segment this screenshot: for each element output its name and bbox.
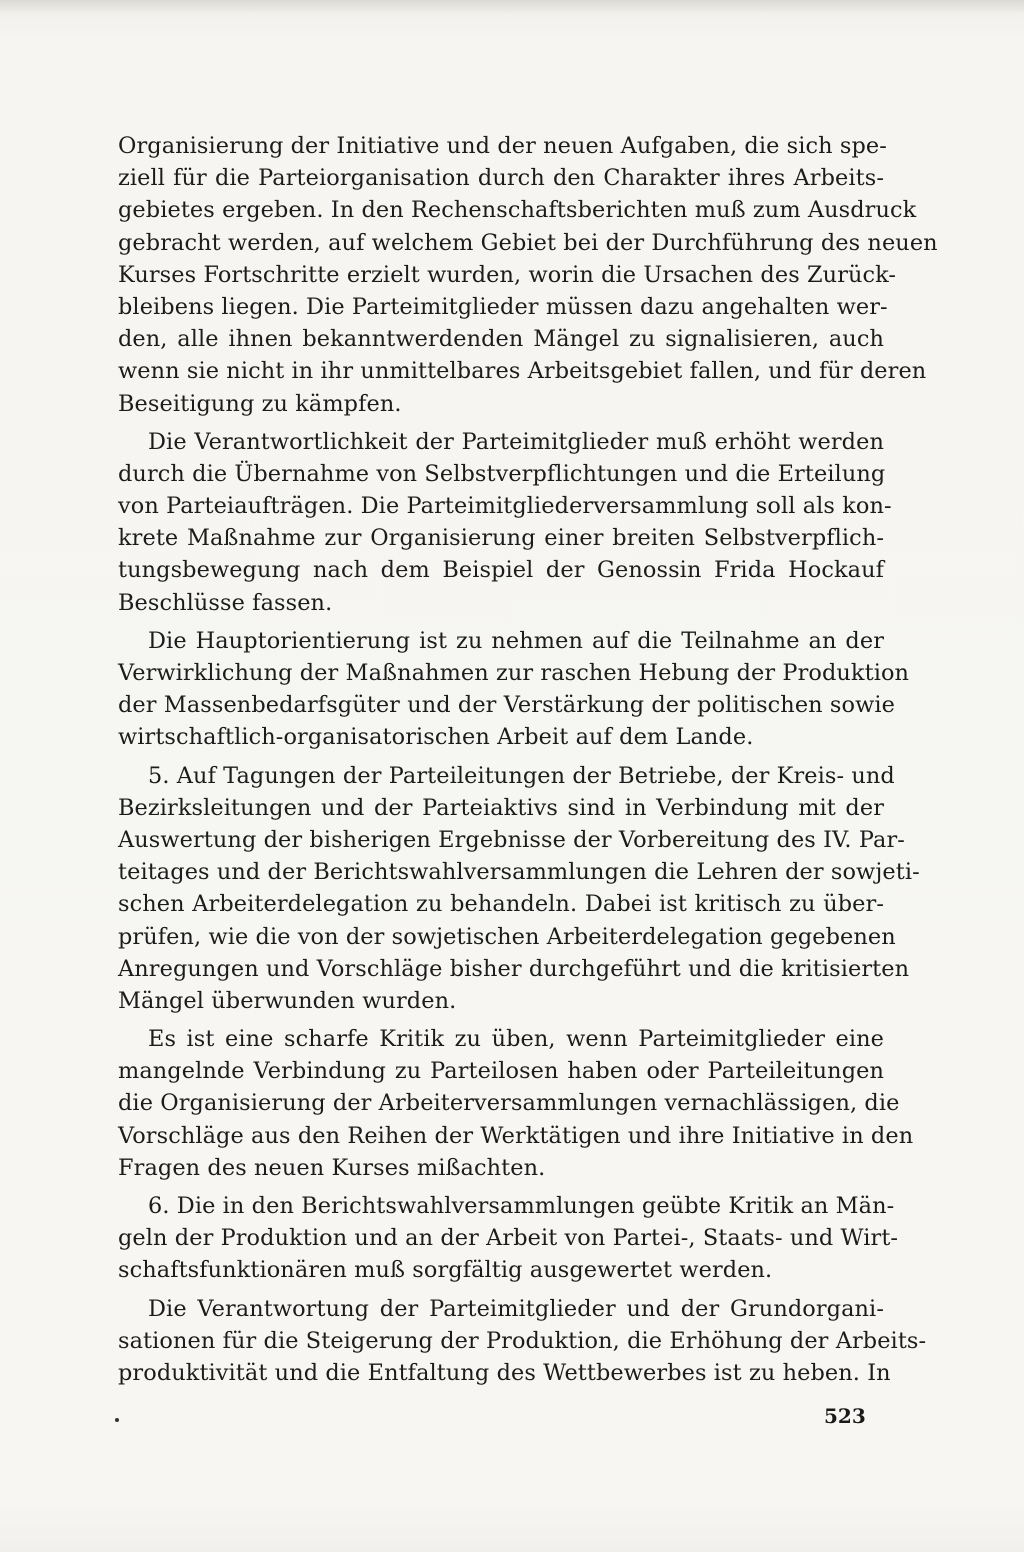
text-line: prüfen, wie die von der sowjetischen Arbeiterdelegation gegebenen bbox=[118, 923, 896, 950]
text-line: Es ist eine scharfe Kritik zu üben, wenn Parteimitglieder eine bbox=[148, 1026, 884, 1053]
text-line: Auswertung der bisherigen Ergebnisse der Vorbereitung des IV. Par- bbox=[118, 826, 905, 853]
text-line: gebracht werden, auf welchem Gebiet bei der Durchführung des neuen bbox=[118, 229, 938, 256]
body-text bbox=[118, 130, 938, 1389]
text-line: schaftsfunktionären muß sorgfältig ausgewertet werden. bbox=[118, 1257, 773, 1284]
text-line: wirtschaftlich-organisatorischen Arbeit auf dem Lande. bbox=[118, 724, 754, 751]
text-line: der Massenbedarfsgüter und der Verstärkung der politischen sowie bbox=[118, 692, 895, 719]
text-line: mangelnde Verbindung zu Parteilosen haben oder Parteileitungen bbox=[118, 1058, 884, 1085]
text-line: Bezirksleitungen und der Parteiaktivs sind in Verbindung mit der bbox=[118, 794, 884, 821]
text-line: sationen für die Steigerung der Produktion, die Erhöhung der Arbeits- bbox=[118, 1327, 927, 1354]
text-line: die Organisierung der Arbeiterversammlungen vernachlässigen, die bbox=[118, 1090, 900, 1117]
paragraph bbox=[118, 1023, 914, 1184]
text-line: durch die Übernahme von Selbstverpflichtungen und die Erteilung bbox=[118, 460, 886, 487]
text-line: bleibens liegen. Die Parteimitglieder müssen dazu angehalten wer- bbox=[118, 293, 888, 320]
text-line: Die Verantwortung der Parteimitglieder und der Grundorgani- bbox=[148, 1295, 884, 1322]
paragraph bbox=[118, 130, 938, 420]
text-line: ziell für die Parteiorganisation durch den Charakter ihres Arbeits- bbox=[118, 165, 884, 192]
text-line: den, alle ihnen bekanntwerdenden Mängel zu signalisieren, auch bbox=[118, 326, 884, 353]
text-line: geln der Produktion und an der Arbeit von Partei-, Staats- und Wirt- bbox=[118, 1225, 899, 1252]
text-line: produktivität und die Entfaltung des Wettbewerbes ist zu heben. In bbox=[118, 1359, 891, 1386]
text-line: Verwirklichung der Maßnahmen zur raschen Hebung der Produktion bbox=[118, 660, 910, 686]
text-line: Die Hauptorientierung ist zu nehmen auf die Teilnahme an der bbox=[148, 627, 884, 654]
text-line: 6. Die in den Berichtswahlversammlungen geübte Kritik an Män- bbox=[148, 1193, 895, 1219]
text-line: Anregungen und Vorschläge bisher durchgeführt und die kritisierten bbox=[118, 955, 910, 982]
text-line: teitages und der Berichtswahlversammlungen die Lehren der sowjeti- bbox=[118, 859, 920, 886]
paragraph bbox=[118, 760, 920, 1018]
text-line: Fragen des neuen Kurses mißachten. bbox=[118, 1154, 546, 1181]
text-line: Beschlüsse fassen. bbox=[118, 589, 333, 616]
text-line: schen Arbeiterdelegation zu behandeln. Dabei ist kritisch zu über- bbox=[118, 891, 884, 918]
paragraph bbox=[118, 625, 910, 754]
text-line: Vorschläge aus den Reihen der Werktätigen und ihre Initiative in den bbox=[118, 1122, 914, 1149]
text-line: gebietes ergeben. In den Rechenschaftsberichten muß zum Ausdruck bbox=[118, 197, 917, 224]
paragraph bbox=[118, 426, 892, 619]
paragraph bbox=[118, 1293, 927, 1390]
text-line: Die Verantwortlichkeit der Parteimitglieder muß erhöht werden bbox=[148, 428, 884, 455]
text-line: Organisierung der Initiative und der neuen Aufgaben, die sich spe- bbox=[118, 133, 887, 159]
text-line: tungsbewegung nach dem Beispiel der Genossin Frida Hockauf bbox=[118, 557, 884, 584]
text-line: Mängel überwunden wurden. bbox=[118, 987, 457, 1014]
text-line: krete Maßnahme zur Organisierung einer breiten Selbstverpflich- bbox=[118, 525, 884, 552]
text-line: Kurses Fortschritte erzielt wurden, worin die Ursachen des Zurück- bbox=[118, 261, 897, 288]
print-speck bbox=[115, 1418, 119, 1422]
text-line: von Parteiaufträgen. Die Parteimitgliederversammlung soll als kon- bbox=[118, 493, 892, 520]
text-line: wenn sie nicht in ihr unmittelbares Arbeitsgebiet fallen, und für deren bbox=[118, 358, 927, 385]
paragraph bbox=[118, 1190, 899, 1287]
text-line: Beseitigung zu kämpfen. bbox=[118, 390, 402, 417]
text-line: 5. Auf Tagungen der Parteileitungen der Betriebe, der Kreis- und bbox=[148, 762, 895, 789]
page-number: 523 bbox=[824, 1404, 866, 1428]
scan-edge-shadow bbox=[0, 0, 1024, 14]
